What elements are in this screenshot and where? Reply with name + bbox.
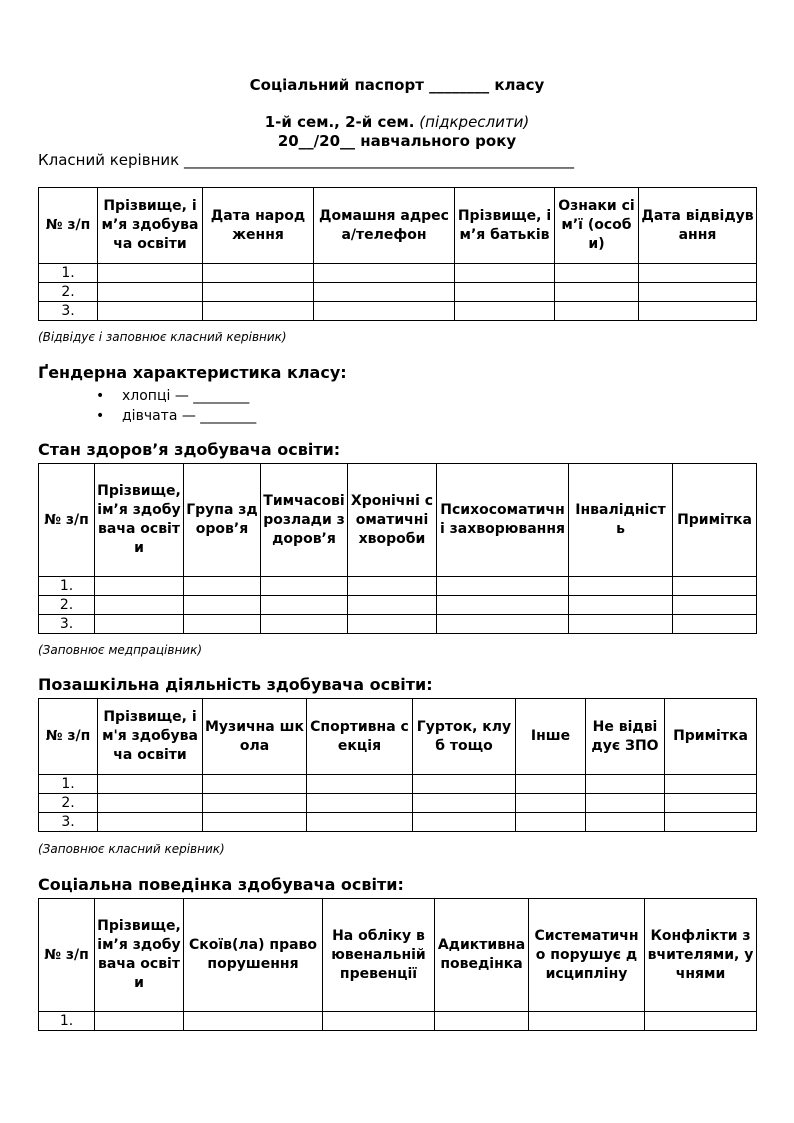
table-cell[interactable]: [314, 283, 455, 302]
table-cell[interactable]: [665, 775, 757, 794]
col-discipline: Систематично порушує дисципліну: [529, 899, 645, 1012]
table-header-row: [39, 188, 757, 264]
table-cell[interactable]: [639, 283, 757, 302]
table-cell[interactable]: [455, 283, 555, 302]
row-number: 2.: [39, 794, 98, 813]
table1-note: (Відвідує і заповнює класний керівник): [38, 330, 287, 344]
table-cell[interactable]: [516, 794, 586, 813]
col-number: № з/п: [39, 188, 98, 264]
extracurricular-heading: Позашкільна діяльність здобувача освіти:: [38, 675, 433, 694]
col-family-signs: Ознаки сім’ї (особи): [555, 188, 639, 264]
col-temporary-disorders: Тимчасові розлади здоров’я: [261, 464, 348, 577]
table-cell[interactable]: [673, 615, 757, 634]
gender-list: [96, 386, 256, 426]
table-cell[interactable]: [516, 813, 586, 832]
col-name: Прізвище, ім’я здобувача освіти: [95, 899, 184, 1012]
table-cell[interactable]: [413, 813, 516, 832]
table-cell[interactable]: [555, 264, 639, 283]
col-music-school: Музична школа: [203, 699, 307, 775]
table-cell[interactable]: [665, 813, 757, 832]
girls-count: дівчата — ________: [122, 408, 257, 424]
document-title: Соціальний паспорт ________ класу: [249, 76, 545, 94]
health-note: (Заповнює медпрацівник): [38, 643, 203, 657]
table-cell[interactable]: [437, 615, 569, 634]
table-cell[interactable]: [348, 577, 437, 596]
table-cell[interactable]: [586, 813, 665, 832]
bullet-icon: •: [96, 408, 105, 424]
table-cell[interactable]: [555, 302, 639, 321]
table-cell[interactable]: [413, 794, 516, 813]
table-cell[interactable]: [639, 264, 757, 283]
col-parents: Прізвище, ім’я батьків: [455, 188, 555, 264]
table-cell[interactable]: [673, 596, 757, 615]
table-cell[interactable]: [645, 1012, 757, 1031]
table-row: [39, 596, 757, 615]
bullet-icon: •: [96, 388, 105, 404]
col-chronic-diseases: Хронічні соматичні хвороби: [348, 464, 437, 577]
col-number: № з/п: [39, 899, 95, 1012]
table-cell[interactable]: [98, 775, 203, 794]
col-sports-section: Спортивна секція: [307, 699, 413, 775]
col-health-group: Група здоров’я: [184, 464, 261, 577]
list-item: [96, 406, 256, 426]
table-cell[interactable]: [569, 577, 673, 596]
col-name: Прізвище, ім’я здобувача освіти: [98, 188, 203, 264]
col-name: Прізвище, ім’я здобувача освіти: [95, 464, 184, 577]
table-cell[interactable]: [437, 577, 569, 596]
table-cell[interactable]: [261, 615, 348, 634]
table-cell[interactable]: [184, 615, 261, 634]
col-club: Гурток, клуб тощо: [413, 699, 516, 775]
table-cell[interactable]: [314, 302, 455, 321]
table-cell[interactable]: [455, 302, 555, 321]
col-birth-date: Дата народження: [203, 188, 314, 264]
table-cell[interactable]: [261, 577, 348, 596]
semester-options: 1-й сем., 2-й сем.: [264, 113, 415, 131]
table-cell[interactable]: [184, 1012, 323, 1031]
table-cell[interactable]: [95, 1012, 184, 1031]
col-psychosomatic: Психосоматичні захворювання: [437, 464, 569, 577]
table-cell[interactable]: [261, 596, 348, 615]
table-cell[interactable]: [307, 775, 413, 794]
table-cell[interactable]: [323, 1012, 435, 1031]
col-disability: Інвалідність: [569, 464, 673, 577]
table-row: [39, 1012, 757, 1031]
table-cell[interactable]: [95, 615, 184, 634]
col-notes: Примітка: [665, 699, 757, 775]
semester-line: [0, 113, 794, 131]
row-number: 1.: [39, 577, 95, 596]
health-heading: Стан здоров’я здобувача освіти:: [38, 440, 341, 459]
col-addictive-behavior: Адиктивна поведінка: [435, 899, 529, 1012]
class-teacher-line: Класний керівник ____________________________________________________: [38, 151, 574, 169]
row-number: 1.: [39, 775, 98, 794]
table-row: [39, 264, 757, 283]
table-cell[interactable]: [348, 615, 437, 634]
table-cell[interactable]: [569, 596, 673, 615]
table-row: [39, 615, 757, 634]
table-cell[interactable]: [307, 794, 413, 813]
boys-count: хлопці — ________: [122, 388, 250, 404]
row-number: 1.: [39, 1012, 95, 1031]
table-cell[interactable]: [307, 813, 413, 832]
extracurricular-note: (Заповнює класний керівник): [38, 842, 225, 856]
extracurricular-table: [38, 698, 757, 832]
col-other: Інше: [516, 699, 586, 775]
col-offenses: Скоїв(ла) правопорушення: [184, 899, 323, 1012]
col-no-zpo: Не відвідує ЗПО: [586, 699, 665, 775]
table-cell[interactable]: [203, 775, 307, 794]
behavior-heading: Соціальна поведінка здобувача освіти:: [38, 875, 404, 894]
table-row: [39, 794, 757, 813]
table-cell[interactable]: [98, 813, 203, 832]
table-cell[interactable]: [184, 577, 261, 596]
table-cell[interactable]: [348, 596, 437, 615]
table-header-row: [39, 699, 757, 775]
table-cell[interactable]: [673, 577, 757, 596]
table-cell[interactable]: [569, 615, 673, 634]
row-number: 2.: [39, 283, 98, 302]
table-cell[interactable]: [586, 775, 665, 794]
table-header-row: [39, 899, 757, 1012]
row-number: 3.: [39, 615, 95, 634]
table-row: [39, 577, 757, 596]
table-cell[interactable]: [413, 775, 516, 794]
row-number: 3.: [39, 813, 98, 832]
table-cell[interactable]: [95, 577, 184, 596]
col-number: № з/п: [39, 699, 98, 775]
table-cell[interactable]: [203, 283, 314, 302]
col-juvenile-registry: На обліку в ювенальній превенції: [323, 899, 435, 1012]
pupils-table: [38, 187, 757, 321]
semester-instruction: (підкреслити): [419, 113, 530, 131]
table-cell[interactable]: [314, 264, 455, 283]
table-cell[interactable]: [203, 813, 307, 832]
table-row: [39, 283, 757, 302]
table-header-row: [39, 464, 757, 577]
table-cell[interactable]: [555, 283, 639, 302]
table-cell[interactable]: [529, 1012, 645, 1031]
table-row: [39, 775, 757, 794]
table-cell[interactable]: [586, 794, 665, 813]
row-number: 2.: [39, 596, 95, 615]
health-table: [38, 463, 757, 634]
col-number: № з/п: [39, 464, 95, 577]
table-cell[interactable]: [665, 794, 757, 813]
table-cell[interactable]: [98, 264, 203, 283]
col-visit-date: Дата відвідування: [639, 188, 757, 264]
table-cell[interactable]: [95, 596, 184, 615]
table-cell[interactable]: [203, 264, 314, 283]
table-cell[interactable]: [203, 794, 307, 813]
table-row: [39, 302, 757, 321]
gender-heading: Ґендерна характеристика класу:: [38, 363, 347, 382]
table-cell[interactable]: [455, 264, 555, 283]
table-cell[interactable]: [435, 1012, 529, 1031]
table-cell[interactable]: [639, 302, 757, 321]
list-item: [96, 386, 256, 406]
col-notes: Примітка: [673, 464, 757, 577]
table-cell[interactable]: [98, 302, 203, 321]
row-number: 1.: [39, 264, 98, 283]
academic-year: 20__/20__ навчального року: [277, 132, 517, 150]
table-cell[interactable]: [203, 302, 314, 321]
behavior-table: [38, 898, 757, 1031]
table-row: [39, 813, 757, 832]
table-cell[interactable]: [98, 794, 203, 813]
col-conflicts: Конфлікти з вчителями, учнями: [645, 899, 757, 1012]
table-cell[interactable]: [184, 596, 261, 615]
row-number: 3.: [39, 302, 98, 321]
table-cell[interactable]: [98, 283, 203, 302]
col-name: Прізвище, ім'я здобувача освіти: [98, 699, 203, 775]
table-cell[interactable]: [516, 775, 586, 794]
col-address-phone: Домашня адреса/телефон: [314, 188, 455, 264]
table-cell[interactable]: [437, 596, 569, 615]
